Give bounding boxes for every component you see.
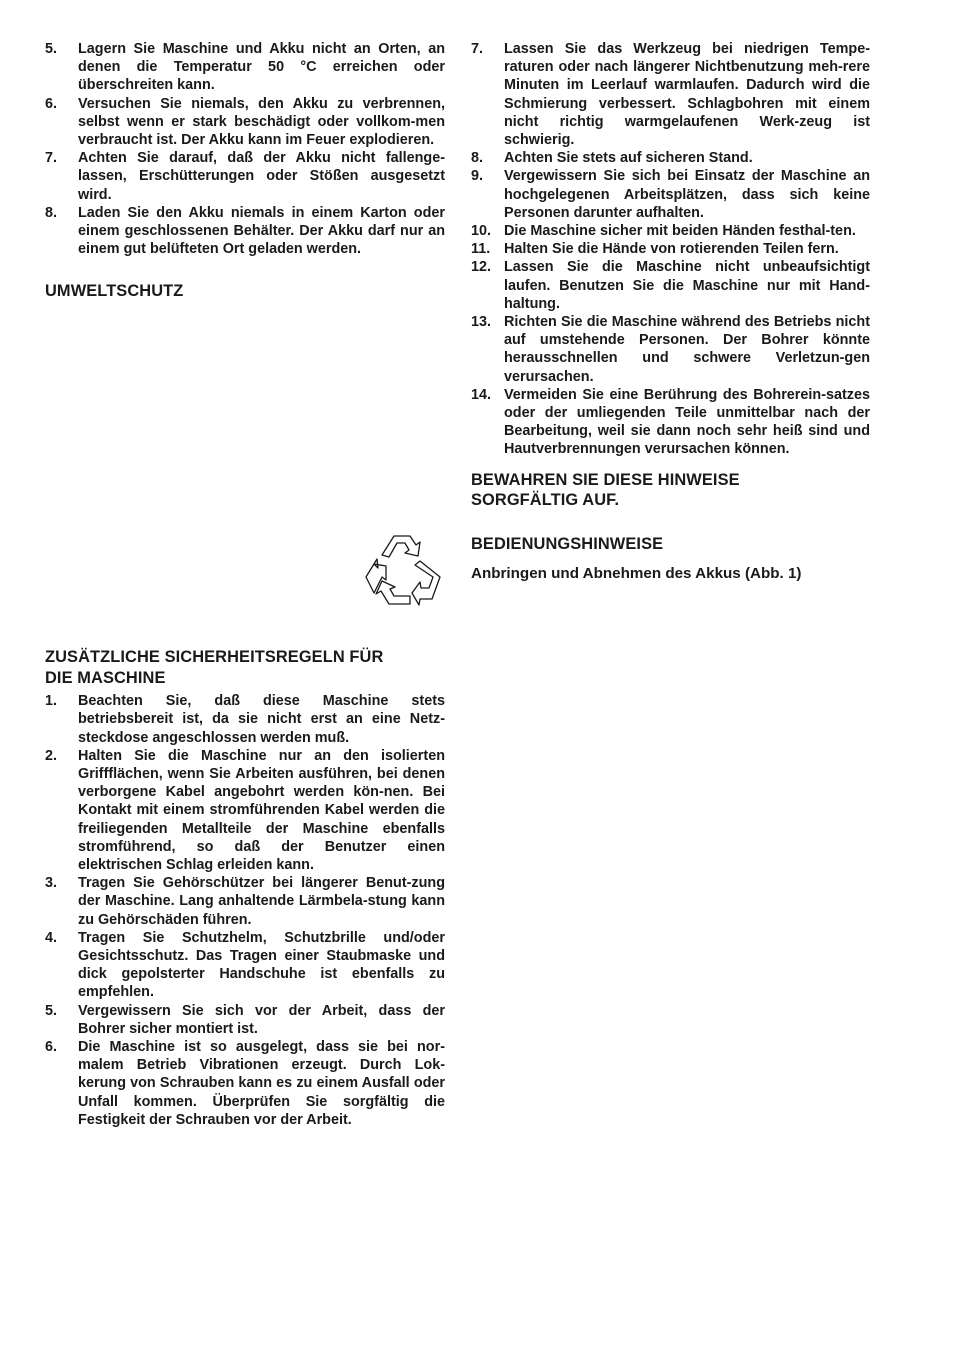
list-item: 1. Beachten Sie, daß diese Maschine stets betriebsbereit ist, da sie nicht erst an eine Netz-steckdose angeschlossen werden muß. xyxy=(45,693,445,746)
list-item: 2. Halten Sie die Maschine nur an den isolierten Griffflächen, wenn Sie Arbeiten ausführen, bei denen verborgene Kabel angebohrt werden kön-nen. Bei Kontakt mit einem stromführenden Kabel werden die freiliegenden Metallteile der Maschine ebenfalls stromführend, so daß der Benutzer einen elektrischen Schlag erleiden kann. xyxy=(45,747,445,874)
list-item: 7. Achten Sie darauf, daß der Akku nicht fallenge-lassen, Erschütterungen oder Stößen ausgesetzt wird. xyxy=(45,150,445,203)
list-item: 8. Laden Sie den Akku niemals in einem Karton oder einem geschlossenen Behälter. Der Akku darf nur an einem gut belüfteten Ort geladen werden. xyxy=(45,204,445,258)
list-item: 9. Vergewissern Sie sich bei Einsatz der Maschine an hochgelegenen Arbeitsplätzen, dass sich keine Personen darunter aufhalten. xyxy=(471,168,870,221)
list-item: 12. Lassen Sie die Maschine nicht unbeaufsichtigt laufen. Benutzen Sie die Maschine nur mit Hand-haltung. xyxy=(471,259,870,312)
list-item: 8. Achten Sie stets auf sicheren Stand. xyxy=(471,150,753,167)
safety-rules-list xyxy=(45,692,445,1129)
list-item: 5. Lagern Sie Maschine und Akku nicht an Orten, an denen die Temperatur 50 °C erreichen oder überschreiten kann. xyxy=(45,41,445,94)
list-item: 14. Vermeiden Sie eine Berührung des Bohrerein-satzes oder der umliegenden Teile unmittelbar nach der Bearbeitung, weil sie dann noch sehr heiß sind und Hautverbrennungen verursachen können. xyxy=(471,386,870,458)
list-item: 5. Vergewissern Sie sich vor der Arbeit, dass der Bohrer sicher montiert ist. xyxy=(45,1002,445,1037)
list-item: 7. Lassen Sie das Werkzeug bei niedrigen Tempe-raturen oder nach längerer Nichtbenutzung meh-rere Minuten im Leerlauf warmlaufen. Dadurch wird die Schmierung verbessert. Schlagbohren mit einem nicht richtig warmgelaufenen Werk-zeug ist schwierig. xyxy=(471,41,870,149)
heading-additional-safety-rules: ZUSÄTZLICHE SICHERHEITSREGELN FÜR DIE MASCHINE xyxy=(45,648,384,687)
list-item: 4. Tragen Sie Schutzhelm, Schutzbrille und/oder Gesichtsschutz. Das Tragen einer Staubmaske und dick gepolsterter Handschuhe ist ebenfalls zu empfehlen. xyxy=(45,929,445,1001)
heading-keep-instructions: BEWAHREN SIE DIESE HINWEISE SORGFÄLTIG AUF. xyxy=(471,470,740,510)
list-item: 10. Die Maschine sicher mit beiden Händen festhal-ten. xyxy=(471,223,856,240)
list-item: 6. Die Maschine ist so ausgelegt, dass sie bei nor-malem Betrieb Vibrationen erzeugt. Durch Lok-kerung von Schrauben kann es zu einem Ausfall oder Unfall kommen. Überprüfen Sie sorgfältig die Festigkeit der Schrauben vor der Arbeit. xyxy=(45,1039,445,1128)
heading-operating-instructions: BEDIENUNGSHINWEISE xyxy=(471,534,664,553)
list-item: 13. Richten Sie die Maschine während des Betriebs nicht auf umstehende Personen. Der Bohrer könnte herausschnellen und schwere Verletzun-gen verursachen. xyxy=(471,314,870,385)
battery-storage-list xyxy=(45,40,445,258)
right-column xyxy=(471,40,870,584)
safety-rules-list-continued xyxy=(471,40,870,459)
list-item: 6. Versuchen Sie niemals, den Akku zu verbrennen, selbst wenn er stark beschädigt oder vollkom-men verbraucht ist. Der Akku kann im Feuer explodieren. xyxy=(45,95,445,149)
list-item: 3. Tragen Sie Gehörschützer bei längerer Benut-zung der Maschine. Lang anhaltende Lärmbela-stung kann zu Gehörschäden führen. xyxy=(45,875,445,928)
subheading-battery-install: Anbringen und Abnehmen des Akkus (Abb. 1) xyxy=(471,565,802,583)
recycle-icon xyxy=(362,531,442,606)
heading-environment: UMWELTSCHUTZ xyxy=(45,282,184,301)
list-item: 11. Halten Sie die Hände von rotierenden Teilen fern. xyxy=(471,241,839,258)
